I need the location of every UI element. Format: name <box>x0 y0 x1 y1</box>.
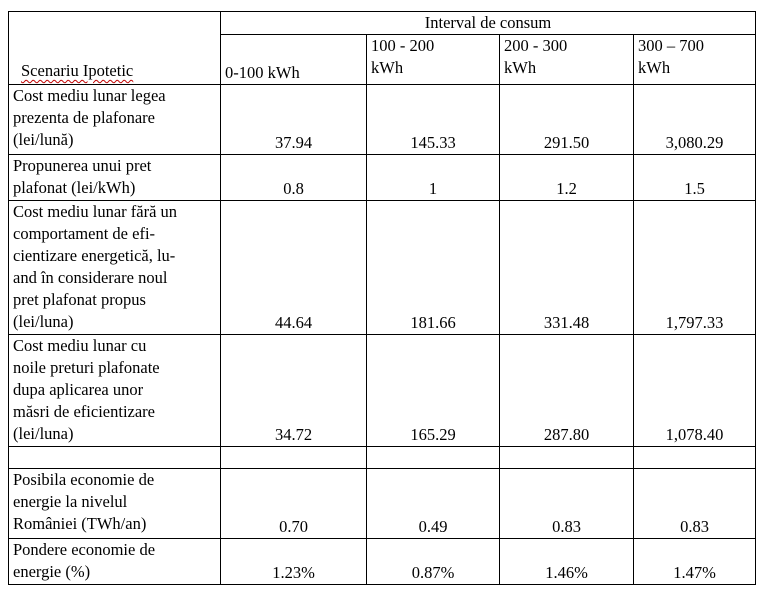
row-label-line: măsri de eficientizare <box>13 402 155 421</box>
row-label <box>9 447 221 469</box>
row-label <box>9 469 221 539</box>
table-row <box>9 539 756 585</box>
table-row <box>9 155 756 201</box>
row-label-line: prezenta de plafonare <box>13 108 155 127</box>
value-cell: 1,078.40 <box>634 335 756 447</box>
interval-header: 100 - 200 kWh <box>367 35 500 85</box>
row-label-line: (lei/luna) <box>13 312 74 331</box>
interval-group-text: Interval de consum <box>424 13 552 32</box>
value-cell: 37.94 <box>221 85 367 155</box>
row-label-line: cientizare energetică, lu- <box>13 246 176 265</box>
value-cell: 291.50 <box>500 85 634 155</box>
row-label-line: (lei/lună) <box>13 130 74 149</box>
row-label-line: plafonat (lei/kWh) <box>13 178 136 197</box>
value-cell: 1.5 <box>634 155 756 201</box>
scenario-header <box>9 12 221 85</box>
value-cell: 0.83 <box>500 469 634 539</box>
value-cell: 44.64 <box>221 201 367 335</box>
value-cell <box>221 447 367 469</box>
row-label-line: energie la nivelul <box>13 492 128 511</box>
value-cell: 3,080.29 <box>634 85 756 155</box>
value-cell: 181.66 <box>367 201 500 335</box>
consumption-table <box>8 11 756 585</box>
row-label <box>9 155 221 201</box>
value-cell: 0.70 <box>221 469 367 539</box>
value-cell: 145.33 <box>367 85 500 155</box>
value-cell: 1.47% <box>634 539 756 585</box>
value-cell: 0.49 <box>367 469 500 539</box>
row-label-line: (lei/luna) <box>13 424 74 443</box>
interval-header: 300 – 700 kWh <box>634 35 756 85</box>
row-label-line: and în considerare noul <box>13 268 168 287</box>
interval-header: 0-100 kWh <box>221 35 367 85</box>
row-label-line: energie (%) <box>13 562 91 581</box>
spacer-row <box>9 447 756 469</box>
row-label <box>9 85 221 155</box>
value-cell: 0.83 <box>634 469 756 539</box>
row-label-line: Pondere economie de <box>13 540 156 559</box>
row-label-line: României (TWh/an) <box>13 514 147 533</box>
value-cell <box>367 447 500 469</box>
row-label <box>9 201 221 335</box>
value-cell: 287.80 <box>500 335 634 447</box>
row-label <box>9 335 221 447</box>
value-cell: 0.8 <box>221 155 367 201</box>
row-label-line: comportament de efi- <box>13 224 156 243</box>
row-label-line: Propunerea unui pret <box>13 156 152 175</box>
value-cell: 1.46% <box>500 539 634 585</box>
row-label-line: noile preturi plafonate <box>13 358 160 377</box>
table-row <box>9 469 756 539</box>
interval-group-header <box>221 12 756 35</box>
value-cell: 1.2 <box>500 155 634 201</box>
table-body <box>9 85 756 585</box>
row-label <box>9 539 221 585</box>
value-cell: 0.87% <box>367 539 500 585</box>
value-cell: 165.29 <box>367 335 500 447</box>
value-cell <box>500 447 634 469</box>
value-cell: 1.23% <box>221 539 367 585</box>
scenario-header-text: Scenariu Ipotetic <box>21 61 134 80</box>
table-row <box>9 201 756 335</box>
value-cell: 34.72 <box>221 335 367 447</box>
row-label-line: dupa aplicarea unor <box>13 380 144 399</box>
row-label-line: Cost mediu lunar legea <box>13 86 166 105</box>
row-label-line: Posibila economie de <box>13 470 155 489</box>
table-row <box>9 85 756 155</box>
header-group-row <box>9 12 756 35</box>
value-cell <box>634 447 756 469</box>
interval-header: 200 - 300 kWh <box>500 35 634 85</box>
value-cell: 331.48 <box>500 201 634 335</box>
value-cell: 1 <box>367 155 500 201</box>
row-label-line: pret plafonat propus <box>13 290 146 309</box>
row-label-line: Cost mediu lunar cu <box>13 336 147 355</box>
row-label-line: Cost mediu lunar fără un <box>13 202 178 221</box>
value-cell: 1,797.33 <box>634 201 756 335</box>
table-row <box>9 335 756 447</box>
